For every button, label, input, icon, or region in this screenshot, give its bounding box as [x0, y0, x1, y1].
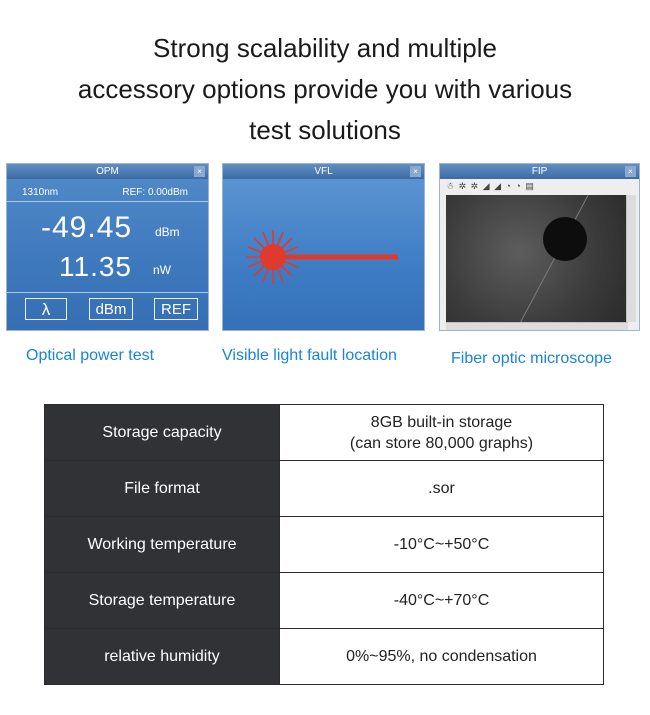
spec-value: -10°C~+50°C	[280, 517, 604, 573]
caption-opm: Optical power test	[26, 347, 155, 364]
spec-table	[44, 404, 604, 685]
opm-reference: REF: 0.00dBm	[122, 187, 188, 198]
spec-label: relative humidity	[45, 629, 280, 685]
headline-line-3: test solutions	[249, 115, 401, 145]
unit-button[interactable]: dBm	[89, 298, 133, 320]
opm-title: OPM	[96, 166, 119, 177]
table-row	[45, 405, 604, 461]
fip-toolbar[interactable]: ☃ ✲ ✲ ◢ ◢ ◔ ◔ ▤	[446, 181, 535, 191]
spec-label: Storage capacity	[45, 405, 280, 461]
fip-screenshot	[439, 163, 640, 331]
spec-label: Storage temperature	[45, 573, 280, 629]
opm-screenshot	[6, 163, 209, 331]
close-icon[interactable]: ×	[625, 166, 636, 177]
opm-display	[7, 179, 208, 330]
close-icon[interactable]: ×	[410, 166, 421, 177]
spec-value: -40°C~+70°C	[280, 573, 604, 629]
caption-fip: Fiber optic microscope	[451, 350, 612, 367]
close-icon[interactable]: ×	[194, 166, 205, 177]
fip-title-bar	[440, 164, 639, 179]
headline-line-2: accessory options provide you with various	[77, 74, 573, 104]
headline	[0, 28, 650, 151]
vfl-title: VFL	[314, 166, 333, 177]
vertical-scrollbar[interactable]	[626, 195, 636, 322]
opm-unit-dbm: dBm	[155, 225, 180, 239]
vfl-screenshot	[222, 163, 425, 331]
headline-line-1: Strong scalability and multiple	[153, 33, 497, 63]
table-row	[45, 573, 604, 629]
laser-burst-icon	[223, 179, 424, 330]
fip-title: FIP	[531, 166, 548, 177]
divider	[7, 292, 208, 293]
table-row	[45, 517, 604, 573]
spec-value	[280, 405, 604, 461]
horizontal-scrollbar[interactable]	[446, 322, 628, 330]
table-row	[45, 629, 604, 685]
spec-value: .sor	[280, 461, 604, 517]
spec-value: 0%~95%, no condensation	[280, 629, 604, 685]
fiber-endface-view	[446, 195, 628, 322]
caption-vfl: Visible light fault location	[222, 347, 397, 364]
wavelength-button[interactable]: λ	[25, 298, 67, 320]
spec-value-line: (can store 80,000 graphs)	[349, 434, 534, 452]
opm-info-bar	[7, 185, 208, 202]
vfl-title-bar	[223, 164, 424, 179]
vfl-display	[223, 179, 424, 330]
opm-unit-nw: nW	[153, 263, 171, 277]
fiber-core	[543, 217, 587, 261]
opm-wavelength: 1310nm	[22, 187, 59, 198]
opm-power-dbm: -49.45	[41, 211, 133, 244]
table-row	[45, 461, 604, 517]
spec-value-line: 8GB built-in storage	[370, 413, 513, 431]
spec-label: File format	[45, 461, 280, 517]
reference-button[interactable]: REF	[154, 298, 198, 320]
opm-title-bar	[7, 164, 208, 179]
opm-power-nw: 11.35	[59, 251, 132, 282]
spec-label: Working temperature	[45, 517, 280, 573]
